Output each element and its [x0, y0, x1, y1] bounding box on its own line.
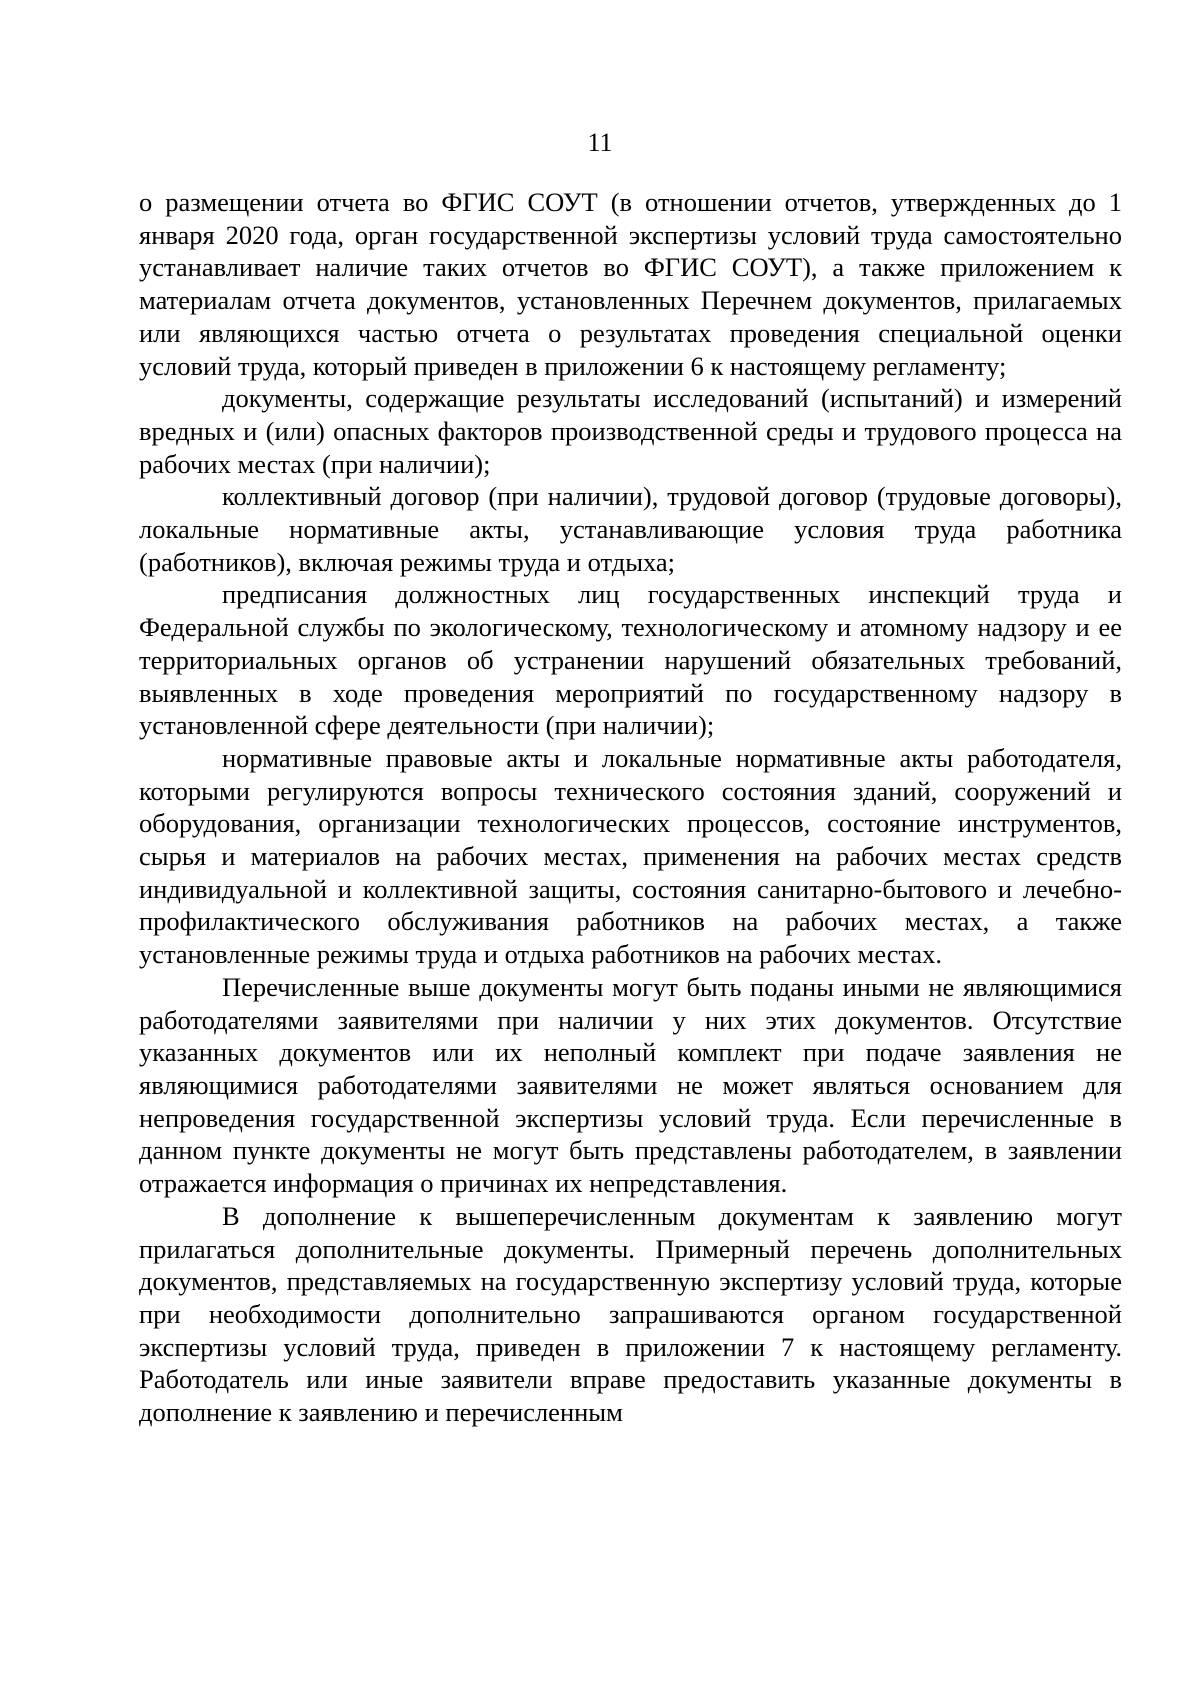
paragraph-additional-documents: В дополнение к вышеперечисленным документам к заявлению могут прилагаться дополнительные документы. Примерный перечень дополнительных документов, представляемых на государственную экспертизу условий труда, которые при необходимости дополнительно запрашиваются органом государственной экспертизы условий труда, приведен в приложении 7 к настоящему регламенту. Работодатель или иные заявители вправе предоставить указанные документы в дополнение к заявлению и перечисленным: [139, 1200, 1122, 1428]
paragraph-inspection-orders: предписания должностных лиц государственных инспекций труда и Федеральной службы по экологическому, технологическому и атомному надзору и ее территориальных органов об устранении нарушений обязательных требований, выявленных в ходе проведения мероприятий по государственному надзору в установленной сфере деятельности (при наличии);: [139, 579, 1122, 741]
paragraph-research-results: документы, содержащие результаты исследований (испытаний) и измерений вредных и (или) опасных факторов производственной среды и трудового процесса на рабочих местах (при наличии);: [139, 383, 1122, 479]
page-number: 11: [587, 128, 613, 157]
paragraph-collective-agreement: коллективный договор (при наличии), трудовой договор (трудовые договоры), локальные нормативные акты, устанавливающие условия труда работника (работников), включая режимы труда и отдыха;: [139, 481, 1122, 577]
paragraph-fgis-report-placement: о размещении отчета во ФГИС СОУТ (в отношении отчетов, утвержденных до 1 января 2020 года, орган государственной экспертизы условий труда самостоятельно устанавливает наличие таких отчетов во ФГИС СОУТ), а также приложением к материалам отчета документов, установленных Перечнем документов, прилагаемых или являющихся частью отчета о результатах проведения специальной оценки условий труда, который приведен в приложении 6 к настоящему регламенту;: [139, 187, 1122, 381]
document-body: [139, 186, 1122, 1429]
paragraph-normative-acts: нормативные правовые акты и локальные нормативные акты работодателя, которыми регулируются вопросы технического состояния зданий, сооружений и оборудования, организации технологических процессов, состояние инструментов, сырья и материалов на рабочих местах, применения на рабочих местах средств индивидуальной и коллективной защиты, состояния санитарно-бытового и лечебно-профилактического обслуживания работников на рабочих местах, а также установленные режимы труда и отдыха работников на рабочих местах.: [139, 742, 1122, 970]
paragraph-non-employer-applicants: Перечисленные выше документы могут быть поданы иными не являющимися работодателями заявителями при наличии у них этих документов. Отсутствие указанных документов или их неполный комплект при подаче заявления не являющимися работодателями заявителями не может являться основанием для непроведения государственной экспертизы условий труда. Если перечисленные в данном пункте документы не могут быть представлены работодателем, в заявлении отражается информация о причинах их непредставления.: [139, 971, 1122, 1199]
